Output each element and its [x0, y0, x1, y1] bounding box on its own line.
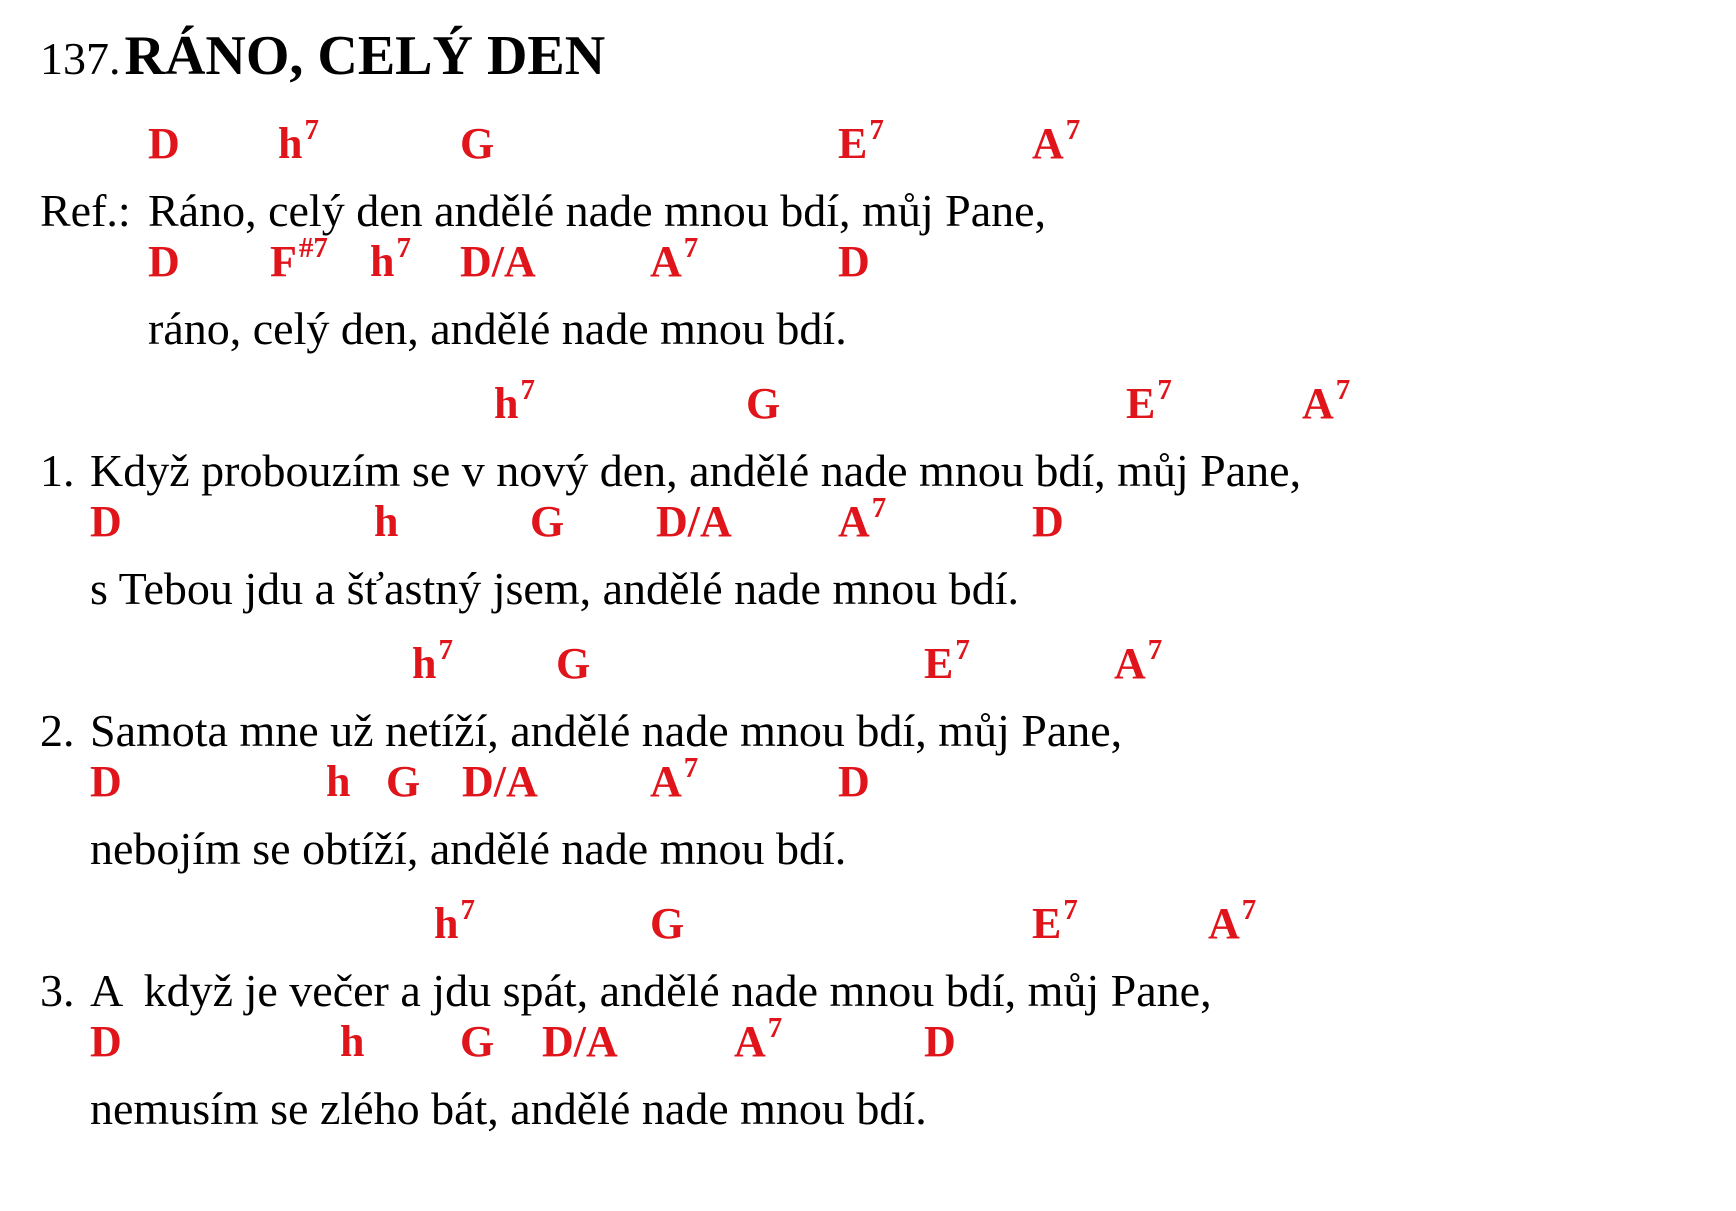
verse-1-number: 1. — [40, 445, 75, 496]
chord-symbol — [556, 639, 591, 688]
chord-extension: 7 — [1241, 894, 1257, 926]
chord-symbol — [460, 1017, 495, 1066]
chord-symbol — [340, 1017, 365, 1066]
chord-root: D — [1032, 497, 1064, 546]
chord-extension: 7 — [955, 634, 970, 666]
chord-root: h — [326, 757, 351, 806]
chord-extension: 7 — [460, 894, 475, 926]
chord-extension: 7 — [438, 634, 453, 666]
chord-root: A — [734, 1017, 766, 1066]
verse-2-number: 2. — [40, 705, 75, 756]
chord-root: F — [270, 237, 297, 286]
verse-2-lyric-line-1: Samota mne už netíží, andělé nade mnou bdí, můj Pane, — [90, 705, 1123, 756]
chord-symbol — [148, 237, 180, 286]
chord-symbol — [270, 232, 328, 286]
chord-root: G — [746, 379, 781, 428]
chord-symbol — [734, 1012, 783, 1066]
chord-root: D/A — [460, 237, 536, 286]
refrain-label: Ref.: — [40, 185, 131, 236]
chord-root: h — [434, 899, 459, 948]
chord-symbol — [278, 114, 319, 168]
chord-symbol — [746, 379, 781, 428]
song-number: 137. — [40, 33, 121, 84]
verse-1-lyric-line-1: Když probouzím se v nový den, andělé nade mnou bdí, můj Pane, — [90, 445, 1302, 496]
chord-extension: 7 — [396, 232, 411, 264]
chord-root: D — [90, 757, 122, 806]
chord-root: G — [386, 757, 421, 806]
chord-extension: 7 — [1065, 114, 1081, 146]
chord-symbol — [1114, 634, 1163, 688]
chord-root: h — [370, 237, 395, 286]
chord-symbol — [462, 757, 538, 806]
chord-symbol — [650, 232, 699, 286]
chord-symbol — [924, 634, 970, 688]
song-name: RÁNO, CELÝ DEN — [124, 25, 606, 87]
chord-symbol — [838, 757, 870, 806]
chord-symbol — [460, 237, 536, 286]
chord-extension: 7 — [767, 1012, 783, 1044]
chord-symbol — [1032, 497, 1064, 546]
chord-symbol — [838, 492, 887, 546]
chord-symbol — [90, 757, 122, 806]
chord-symbol — [1032, 894, 1078, 948]
chord-root: h — [278, 119, 303, 168]
chord-root: G — [460, 1017, 495, 1066]
chord-extension: 7 — [520, 374, 535, 406]
chord-symbol — [650, 752, 699, 806]
chord-extension: 7 — [1147, 634, 1163, 666]
chord-root: D/A — [656, 497, 732, 546]
chord-root: h — [494, 379, 519, 428]
chord-symbol — [650, 899, 685, 948]
chord-root: G — [556, 639, 591, 688]
chord-root: D/A — [462, 757, 538, 806]
chord-extension: 7 — [304, 114, 319, 146]
chord-symbol — [1302, 374, 1351, 428]
chord-extension: 7 — [1063, 894, 1078, 926]
chord-root: G — [460, 119, 495, 168]
chord-symbol — [370, 232, 411, 286]
chord-symbol — [838, 237, 870, 286]
chord-root: D/A — [542, 1017, 618, 1066]
refrain-lyric-line-1: Ráno, celý den andělé nade mnou bdí, můj Pane, — [148, 185, 1047, 236]
chord-root: D — [838, 757, 870, 806]
chord-root: A — [838, 497, 870, 546]
chord-root: E — [838, 119, 868, 168]
song-title — [40, 25, 606, 87]
chord-symbol — [374, 497, 399, 546]
verse-3-number: 3. — [40, 965, 75, 1016]
chord-extension: 7 — [871, 492, 887, 524]
chord-root: E — [924, 639, 954, 688]
chord-symbol — [494, 374, 535, 428]
chord-root: A — [1208, 899, 1240, 948]
refrain-lyric-line-2: ráno, celý den, andělé nade mnou bdí. — [148, 303, 847, 354]
chord-root: E — [1126, 379, 1156, 428]
chord-symbol — [460, 119, 495, 168]
chord-root: D — [924, 1017, 956, 1066]
chord-symbol — [148, 119, 180, 168]
chord-symbol — [924, 1017, 956, 1066]
chord-symbol — [542, 1017, 618, 1066]
chord-root: D — [90, 497, 122, 546]
chord-symbol — [1032, 114, 1081, 168]
chord-extension: #7 — [298, 232, 328, 264]
chord-root: h — [374, 497, 399, 546]
chord-root: G — [650, 899, 685, 948]
chord-root: D — [90, 1017, 122, 1066]
chord-extension: 7 — [1335, 374, 1351, 406]
chord-root: h — [340, 1017, 365, 1066]
verse-3-lyric-line-1: A když je večer a jdu spát, andělé nade mnou bdí, můj Pane, — [90, 965, 1212, 1016]
chord-symbol — [1208, 894, 1257, 948]
chord-root: D — [148, 119, 180, 168]
chord-symbol — [90, 1017, 122, 1066]
chord-root: D — [148, 237, 180, 286]
chord-symbol — [656, 497, 732, 546]
chord-root: h — [412, 639, 437, 688]
chord-extension: 7 — [683, 232, 699, 264]
chord-extension: 7 — [869, 114, 884, 146]
verse-1-lyric-line-2: s Tebou jdu a šťastný jsem, andělé nade mnou bdí. — [90, 563, 1020, 614]
chord-symbol — [434, 894, 475, 948]
verse-2-lyric-line-2: nebojím se obtíží, andělé nade mnou bdí. — [90, 823, 847, 874]
chord-symbol — [386, 757, 421, 806]
chord-root: A — [1114, 639, 1146, 688]
chord-extension: 7 — [683, 752, 699, 784]
chord-root: A — [1302, 379, 1334, 428]
chord-root: D — [838, 237, 870, 286]
chord-root: A — [650, 757, 682, 806]
chord-root: G — [530, 497, 565, 546]
chord-root: E — [1032, 899, 1062, 948]
chord-symbol — [90, 497, 122, 546]
chord-symbol — [530, 497, 565, 546]
chord-symbol — [1126, 374, 1172, 428]
chord-root: A — [650, 237, 682, 286]
verse-3-lyric-line-2: nemusím se zlého bát, andělé nade mnou bdí. — [90, 1083, 927, 1134]
chord-symbol — [838, 114, 884, 168]
chord-root: A — [1032, 119, 1064, 168]
chord-symbol — [326, 757, 351, 806]
chord-extension: 7 — [1157, 374, 1172, 406]
chord-symbol — [412, 634, 453, 688]
